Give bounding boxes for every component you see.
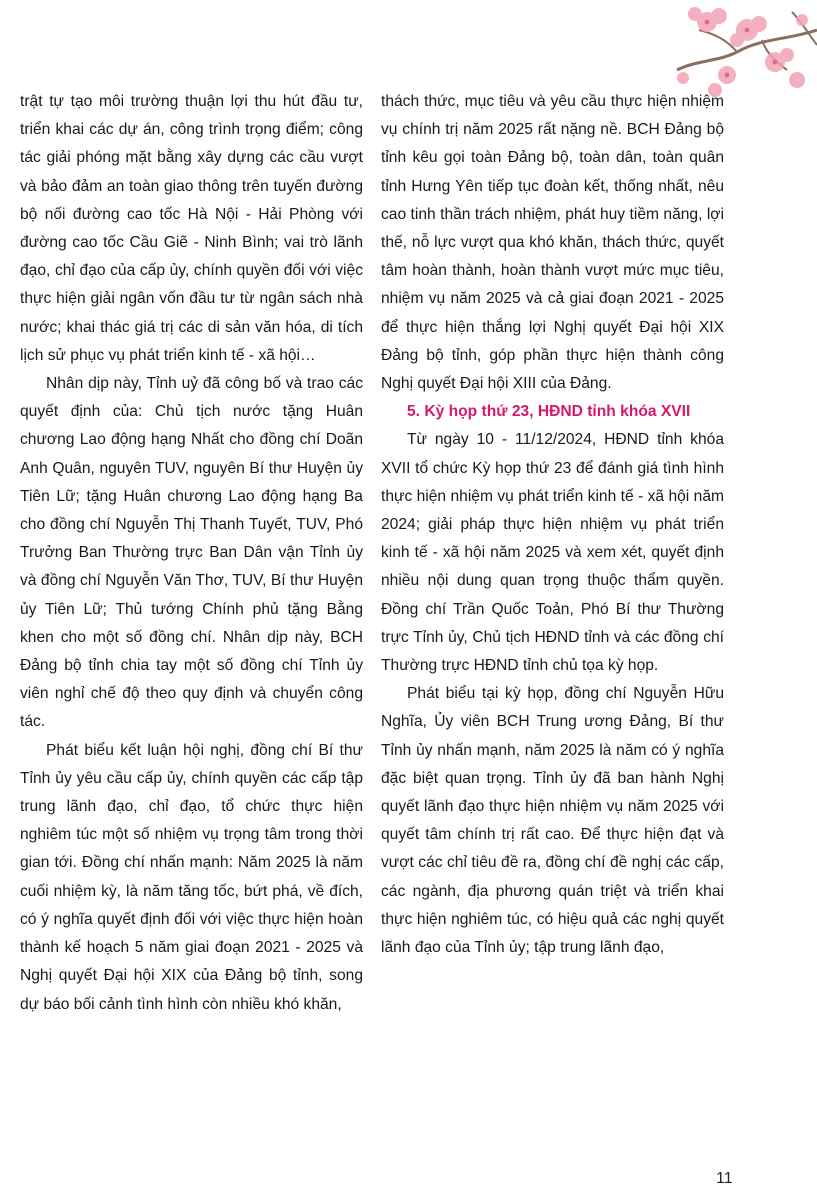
paragraph: Phát biểu tại kỳ họp, đồng chí Nguyễn Hữu Nghĩa, Ủy viên BCH Trung ương Đảng, Bí thư Tỉnh ủy nhấn mạnh, năm 2025 là năm có ý nghĩa đặc biệt quan trọng. Tỉnh ủy đã ban hành Nghị quyết lãnh đạo thực hiện nhiệm vụ năm 2025 với quyết tâm chính trị rất cao. Để thực hiện đạt và vượt các chỉ tiêu đề ra, đồng chí đề nghị các cấp, các ngành, địa phương quán triệt và triển khai thực hiện nghiêm túc, có hiệu quả các nghị quyết lãnh đạo của Tỉnh ủy; tập trung lãnh đạo, [381, 685, 724, 957]
paragraph: Nhân dịp này, Tỉnh uỷ đã công bố và trao các quyết định của: Chủ tịch nước tặng Huân chương Lao động hạng Nhất cho đồng chí Doãn Anh Quân, nguyên TUV, nguyên Bí thư Huyện ủy Tiên Lữ; tặng Huân chương Lao động hạng Ba cho đồng chí Nguyễn Thị Thanh Tuyết, TUV, Phó Trưởng Ban Thường trực Ban Dân vận Tỉnh ủy và đồng chí Nguyễn Văn Thơ, TUV, Bí thư Huyện ủy Tiên Lữ; Thủ tướng Chính phủ tặng Bằng khen cho một số đồng chí. Nhân dịp này, BCH Đảng bộ tỉnh chia tay một số đồng chí Tỉnh ủy viên nghỉ chế độ theo quy định và chuyển công tác. [20, 375, 363, 731]
paragraph: thách thức, mục tiêu và yêu cầu thực hiện nhiệm vụ chính trị năm 2025 rất nặng nề. BCH Đảng bộ tỉnh kêu gọi toàn Đảng bộ, toàn dân, toàn quân tỉnh Hưng Yên tiếp tục đoàn kết, thống nhất, nêu cao tinh thần trách nhiệm, phát huy tiềm năng, lợi thế, nỗ lực vượt qua khó khăn, thách thức, quyết tâm hoàn thành, hoàn thành vượt mức mục tiêu, nhiệm vụ năm 2025 và cả giai đoạn 2021 - 2025 để thực hiện thắng lợi Nghị quyết Đại hội XIX Đảng bộ tỉnh, góp phần thực hiện thành công Nghị quyết Đại hội XIII của Đảng. [381, 93, 724, 393]
right-column [381, 88, 724, 962]
section-heading: 5. Kỳ họp thứ 23, HĐND tỉnh khóa XVII [407, 403, 691, 421]
left-column [20, 88, 363, 1019]
paragraph: Phát biểu kết luận hội nghị, đồng chí Bí thư Tỉnh ủy yêu cầu cấp ủy, chính quyền các cấp tập trung lãnh đạo, chỉ đạo, tổ chức thực hiện nghiêm túc một số nhiệm vụ trọng tâm trong thời gian tới. Đồng chí nhấn mạnh: Năm 2025 là năm cuối nhiệm kỳ, là năm tăng tốc, bứt phá, về đích, có ý nghĩa quyết định đối với việc thực hiện hoàn thành kế hoạch 5 năm giai đoạn 2021 - 2025 và Nghị quyết Đại hội XIX của Đảng bộ tỉnh, song dự báo bối cảnh tình hình còn nhiều khó khăn, [20, 741, 363, 1013]
paragraph: Từ ngày 10 - 11/12/2024, HĐND tỉnh khóa XVII tổ chức Kỳ họp thứ 23 để đánh giá tình hình thực hiện nhiệm vụ phát triển kinh tế - xã hội năm 2024; giải pháp thực hiện nhiệm vụ phát triển kinh tế - xã hội năm 2025 và xem xét, quyết định nhiều nội dung quan trọng thuộc thẩm quyền. Đồng chí Trần Quốc Toản, Phó Bí thư Thường trực Tỉnh ủy, Chủ tịch HĐND tỉnh và các đồng chí Thường trực HĐND tỉnh chủ tọa kỳ họp. [381, 431, 724, 675]
paragraph: trật tự tạo môi trường thuận lợi thu hút đầu tư, triển khai các dự án, công trình trọng điểm; công tác giải phóng mặt bằng xây dựng các cầu vượt và bảo đảm an toàn giao thông trên tuyến đường bộ nối đường cao tốc Hà Nội - Hải Phòng với đường cao tốc Cầu Giẽ - Ninh Bình; vai trò lãnh đạo, chỉ đạo của cấp ủy, chính quyền đối với việc thực hiện giải ngân vốn đầu tư từ ngân sách nhà nước; khai thác giá trị các di sản văn hóa, di tích lịch sử phục vụ phát triển kinh tế - xã hội… [20, 93, 363, 364]
page-number: 11 [716, 1170, 733, 1187]
